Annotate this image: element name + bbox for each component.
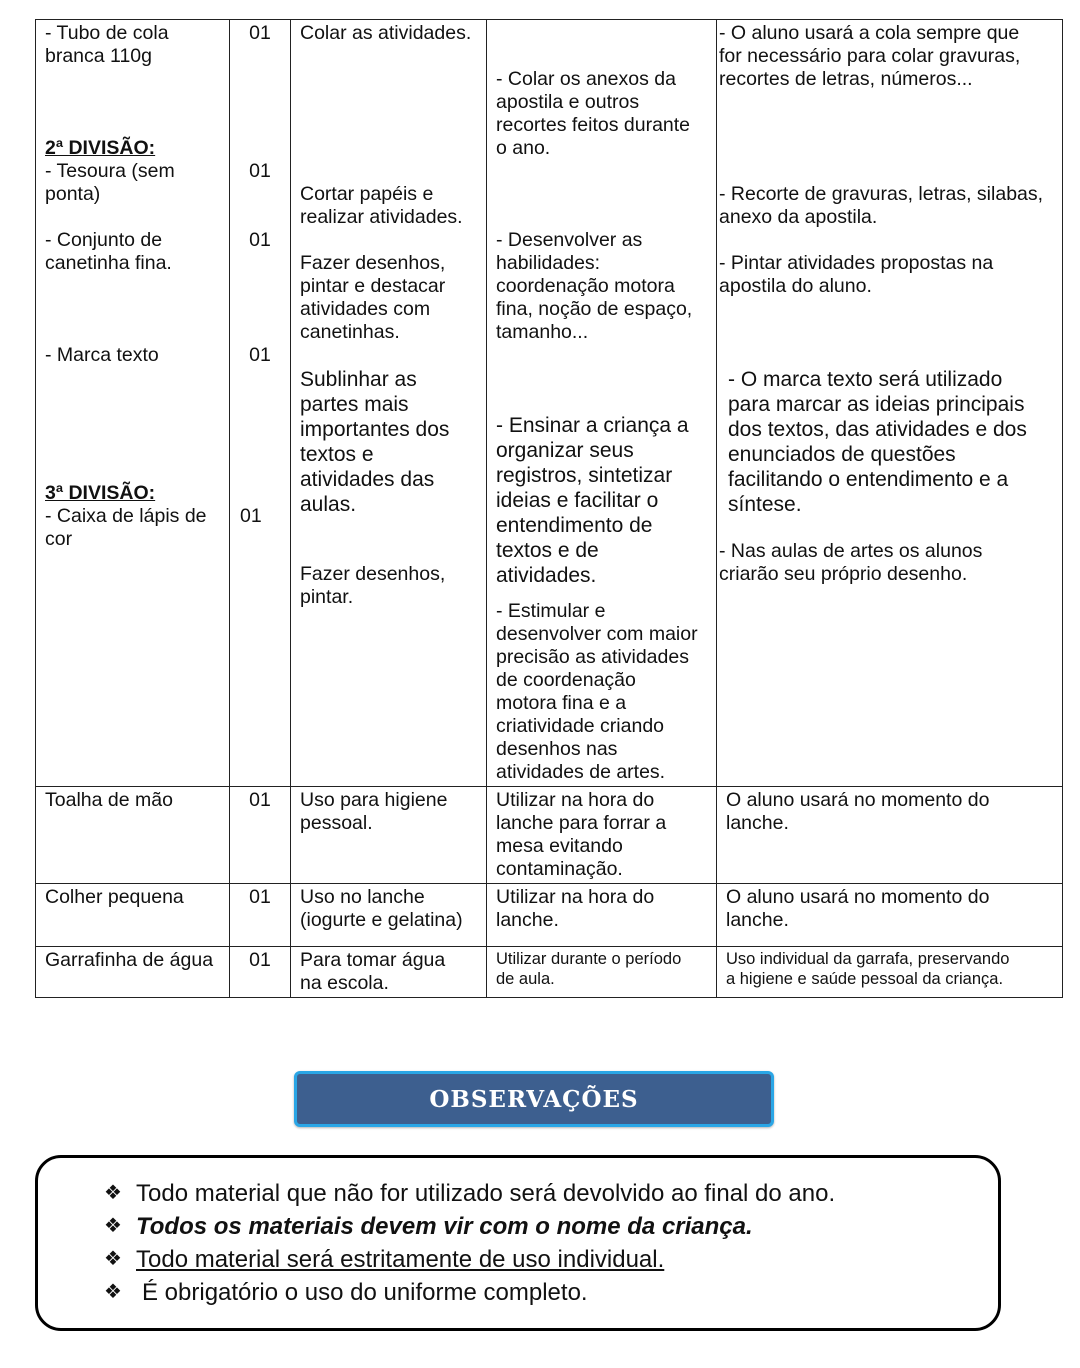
objective-cell: Utilizar na hora do lanche. [487, 884, 717, 947]
item-cell: Colher pequena [36, 884, 230, 947]
qty-cell: 01 [230, 787, 291, 884]
item-cola: - Tubo de cola branca 110g [45, 22, 169, 67]
diamond-bullet-icon: ❖ [104, 1281, 122, 1303]
note-cell: Uso individual da garrafa, preservando a higiene e saúde pessoal da criança. [717, 947, 1063, 998]
diamond-bullet-icon: ❖ [104, 1215, 122, 1237]
objective-cell: Utilizar na hora do lanche para forrar a mesa evitando contaminação. [487, 787, 717, 884]
list-item: ❖ É obrigatório o uso do uniforme completo. [104, 1276, 835, 1309]
division-3-heading: 3ª DIVISÃO: [45, 482, 156, 504]
observations-banner [294, 1071, 774, 1127]
objective-cell: - Colar os anexos da apostila e outros recortes feitos durante o ano. - Desenvolver as habilidades: coordenação motora fina, noção de espaço, tamanho... - Ensinar a criança a organizar seus registros, sintetizar ideias e facilitar o entendimento de textos e de atividades. - Estimular e desenvolver com maior precisão as atividades de coordenação motora fina e a criatividade criando desenhos nas atividades de artes. [487, 20, 717, 787]
use-cell: Para tomar água na escola. [291, 947, 487, 998]
qty-cell: 01 01 01 01 01 [230, 20, 291, 787]
item-cell: Toalha de mão [36, 787, 230, 884]
item-canetinha: - Conjunto de canetinha fina. [45, 229, 172, 274]
table-row [36, 884, 1063, 947]
observations-box [35, 1155, 1001, 1331]
list-item: ❖ Todo material que não for utilizado será devolvido ao final do ano. [104, 1177, 835, 1210]
qty-cell: 01 [230, 947, 291, 998]
table-row [36, 20, 1063, 787]
materials-table [35, 19, 1063, 998]
use-cell: Colar as atividades. Cortar papéis e realizar atividades. Fazer desenhos, pintar e destacar atividades com canetinhas. Sublinhar as partes mais importantes dos textos e atividades das aulas. Fazer desenhos, pintar. [291, 20, 487, 787]
observations-title: OBSERVAÇÕES [429, 1085, 639, 1113]
item-tesoura: - Tesoura (sem ponta) [45, 160, 175, 205]
item-marca-texto: - Marca texto [45, 344, 159, 366]
note-cell: O aluno usará no momento do lanche. [717, 787, 1063, 884]
objective-cell: Utilizar durante o período de aula. [487, 947, 717, 998]
item-lapis: - Caixa de lápis de cor [45, 505, 207, 550]
division-2-heading: 2ª DIVISÃO: [45, 137, 156, 159]
use-cell: Uso para higiene pessoal. [291, 787, 487, 884]
table-row [36, 947, 1063, 998]
qty-cell: 01 [230, 884, 291, 947]
diamond-bullet-icon: ❖ [104, 1248, 122, 1270]
observations-list [104, 1177, 835, 1309]
table-row [36, 787, 1063, 884]
list-item: ❖ Todo material será estritamente de uso individual. [104, 1243, 835, 1276]
diamond-bullet-icon: ❖ [104, 1182, 122, 1204]
note-cell: O aluno usará no momento do lanche. [717, 884, 1063, 947]
use-cell: Uso no lanche (iogurte e gelatina) [291, 884, 487, 947]
list-item: ❖ Todos os materiais devem vir com o nome da criança. [104, 1210, 835, 1243]
item-cell: Garrafinha de água [36, 947, 230, 998]
item-cell [36, 20, 230, 787]
note-cell: - O aluno usará a cola sempre que for necessário para colar gravuras, recortes de letras, números... - Recorte de gravuras, letras, silabas, anexo da apostila. - Pintar atividades propostas na apostila do aluno. - O marca texto será utilizado para marcar as ideias principais dos textos, das atividades e dos enunciados de questões facilitando o entendimento e a síntese. - Nas aulas de artes os alunos criarão seu próprio desenho. [717, 20, 1063, 787]
